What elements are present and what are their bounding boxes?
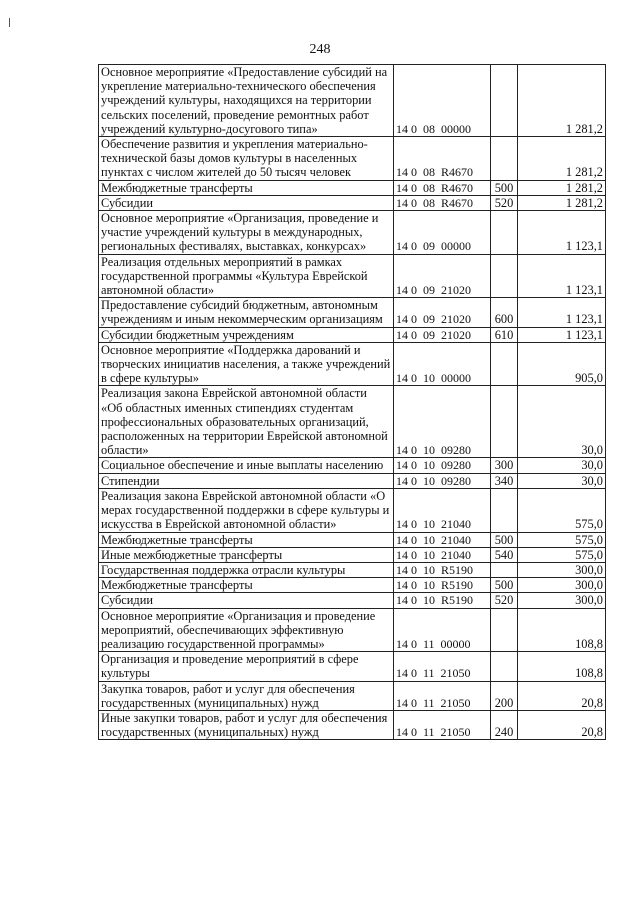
row-name-cell: Основное мероприятие «Предоставление субсидий на укрепление материально-технического обеспечения учреждений культуры, находящихся на территории сельских поселений, проведение ремонтных работ учреждений культурно-досугового типа» xyxy=(99,65,394,137)
page-number: 248 xyxy=(309,42,331,57)
row-name-cell: Реализация закона Еврейской автономной области «О мерах государственной поддержки в сфере культуры и искусства в Еврейской автономной области» xyxy=(99,488,394,532)
row-code-cell: 14 0 09 00000 xyxy=(394,211,491,255)
row-expense-type-cell xyxy=(491,211,518,255)
row-expense-type-cell: 200 xyxy=(491,681,518,710)
table-row xyxy=(99,681,606,710)
row-sum-cell: 575,0 xyxy=(518,547,606,562)
row-code-cell: 14 0 10 R5190 xyxy=(394,578,491,593)
row-expense-type-cell xyxy=(491,254,518,298)
table-row xyxy=(99,458,606,473)
row-name-cell: Иные закупки товаров, работ и услуг для обеспечения государственных (муниципальных) нужд xyxy=(99,710,394,739)
table-row xyxy=(99,298,606,327)
row-sum-cell: 1 281,2 xyxy=(518,65,606,137)
table-row xyxy=(99,386,606,458)
row-sum-cell: 300,0 xyxy=(518,578,606,593)
row-name-cell: Реализация отдельных мероприятий в рамках государственной программы «Культура Еврейской автономной области» xyxy=(99,254,394,298)
row-expense-type-cell: 500 xyxy=(491,578,518,593)
row-sum-cell: 300,0 xyxy=(518,562,606,577)
row-sum-cell: 905,0 xyxy=(518,342,606,386)
row-code-cell: 14 0 11 21050 xyxy=(394,652,491,681)
row-sum-cell: 20,8 xyxy=(518,681,606,710)
row-name-cell: Реализация закона Еврейской автономной области «Об областных именных стипендиях студентам профессиональных образовательных организаций, расположенных на территории Еврейской автономной области» xyxy=(99,386,394,458)
table-row xyxy=(99,137,606,181)
row-name-cell: Иные межбюджетные трансферты xyxy=(99,547,394,562)
row-sum-cell: 20,8 xyxy=(518,710,606,739)
row-name-cell: Субсидии xyxy=(99,195,394,210)
row-expense-type-cell xyxy=(491,137,518,181)
row-name-cell: Межбюджетные трансферты xyxy=(99,532,394,547)
table-row xyxy=(99,652,606,681)
row-sum-cell: 575,0 xyxy=(518,488,606,532)
row-name-cell: Межбюджетные трансферты xyxy=(99,180,394,195)
row-code-cell: 14 0 08 R4670 xyxy=(394,195,491,210)
table-row xyxy=(99,342,606,386)
table-row xyxy=(99,593,606,608)
row-sum-cell: 30,0 xyxy=(518,473,606,488)
row-sum-cell: 300,0 xyxy=(518,593,606,608)
row-code-cell: 14 0 10 09280 xyxy=(394,473,491,488)
row-name-cell: Межбюджетные трансферты xyxy=(99,578,394,593)
table-row xyxy=(99,254,606,298)
table-row xyxy=(99,473,606,488)
row-code-cell: 14 0 08 R4670 xyxy=(394,180,491,195)
row-expense-type-cell: 240 xyxy=(491,710,518,739)
row-name-cell: Обеспечение развития и укрепления материально-технической базы домов культуры в населенных пунктах с числом жителей до 50 тысяч человек xyxy=(99,137,394,181)
row-sum-cell: 108,8 xyxy=(518,652,606,681)
row-code-cell: 14 0 10 00000 xyxy=(394,342,491,386)
budget-table xyxy=(98,64,606,740)
table-row xyxy=(99,547,606,562)
table-row xyxy=(99,710,606,739)
row-sum-cell: 108,8 xyxy=(518,608,606,652)
row-expense-type-cell: 600 xyxy=(491,298,518,327)
row-expense-type-cell xyxy=(491,608,518,652)
row-expense-type-cell xyxy=(491,342,518,386)
row-sum-cell: 1 123,1 xyxy=(518,298,606,327)
row-expense-type-cell: 520 xyxy=(491,593,518,608)
row-sum-cell: 575,0 xyxy=(518,532,606,547)
row-sum-cell: 1 123,1 xyxy=(518,211,606,255)
row-name-cell: Основное мероприятие «Поддержка дарований и творческих инициатив населения, а также учреждений в сфере культуры» xyxy=(99,342,394,386)
row-expense-type-cell: 300 xyxy=(491,458,518,473)
row-code-cell: 14 0 09 21020 xyxy=(394,327,491,342)
table-row xyxy=(99,211,606,255)
row-expense-type-cell xyxy=(491,562,518,577)
row-sum-cell: 1 281,2 xyxy=(518,137,606,181)
table-row xyxy=(99,327,606,342)
row-name-cell: Субсидии xyxy=(99,593,394,608)
row-expense-type-cell: 520 xyxy=(491,195,518,210)
row-expense-type-cell xyxy=(491,386,518,458)
row-name-cell: Закупка товаров, работ и услуг для обеспечения государственных (муниципальных) нужд xyxy=(99,681,394,710)
row-name-cell: Государственная поддержка отрасли культуры xyxy=(99,562,394,577)
row-name-cell: Организация и проведение мероприятий в сфере культуры xyxy=(99,652,394,681)
row-name-cell: Субсидии бюджетным учреждениям xyxy=(99,327,394,342)
table-row xyxy=(99,578,606,593)
row-name-cell: Основное мероприятие «Организация, проведение и участие учреждений культуры в международных, региональных фестивалях, выставках, конкурсах» xyxy=(99,211,394,255)
row-name-cell: Основное мероприятие «Организация и проведение мероприятий, обеспечивающих эффективную реализацию государственной программы» xyxy=(99,608,394,652)
row-code-cell: 14 0 10 09280 xyxy=(394,386,491,458)
row-code-cell: 14 0 11 00000 xyxy=(394,608,491,652)
row-expense-type-cell: 500 xyxy=(491,180,518,195)
row-name-cell: Социальное обеспечение и иные выплаты населению xyxy=(99,458,394,473)
row-code-cell: 14 0 11 21050 xyxy=(394,710,491,739)
row-name-cell: Стипендии xyxy=(99,473,394,488)
row-expense-type-cell: 610 xyxy=(491,327,518,342)
row-code-cell: 14 0 11 21050 xyxy=(394,681,491,710)
row-expense-type-cell: 340 xyxy=(491,473,518,488)
row-code-cell: 14 0 10 21040 xyxy=(394,488,491,532)
table-row xyxy=(99,65,606,137)
row-code-cell: 14 0 08 R4670 xyxy=(394,137,491,181)
table-row xyxy=(99,180,606,195)
table-row xyxy=(99,195,606,210)
row-name-cell: Предоставление субсидий бюджетным, автономным учреждениям и иным некоммерческим организациям xyxy=(99,298,394,327)
row-expense-type-cell: 500 xyxy=(491,532,518,547)
table-row xyxy=(99,532,606,547)
row-code-cell: 14 0 10 21040 xyxy=(394,547,491,562)
row-sum-cell: 30,0 xyxy=(518,386,606,458)
row-sum-cell: 30,0 xyxy=(518,458,606,473)
margin-mark xyxy=(9,18,10,27)
row-code-cell: 14 0 10 21040 xyxy=(394,532,491,547)
row-code-cell: 14 0 10 R5190 xyxy=(394,562,491,577)
row-code-cell: 14 0 10 09280 xyxy=(394,458,491,473)
row-sum-cell: 1 281,2 xyxy=(518,195,606,210)
row-expense-type-cell: 540 xyxy=(491,547,518,562)
row-sum-cell: 1 281,2 xyxy=(518,180,606,195)
row-expense-type-cell xyxy=(491,488,518,532)
table-row xyxy=(99,608,606,652)
row-expense-type-cell xyxy=(491,652,518,681)
table-row xyxy=(99,562,606,577)
row-code-cell: 14 0 09 21020 xyxy=(394,298,491,327)
budget-table-body xyxy=(99,65,606,740)
row-expense-type-cell xyxy=(491,65,518,137)
row-code-cell: 14 0 10 R5190 xyxy=(394,593,491,608)
row-sum-cell: 1 123,1 xyxy=(518,327,606,342)
row-code-cell: 14 0 09 21020 xyxy=(394,254,491,298)
table-row xyxy=(99,488,606,532)
row-code-cell: 14 0 08 00000 xyxy=(394,65,491,137)
row-sum-cell: 1 123,1 xyxy=(518,254,606,298)
